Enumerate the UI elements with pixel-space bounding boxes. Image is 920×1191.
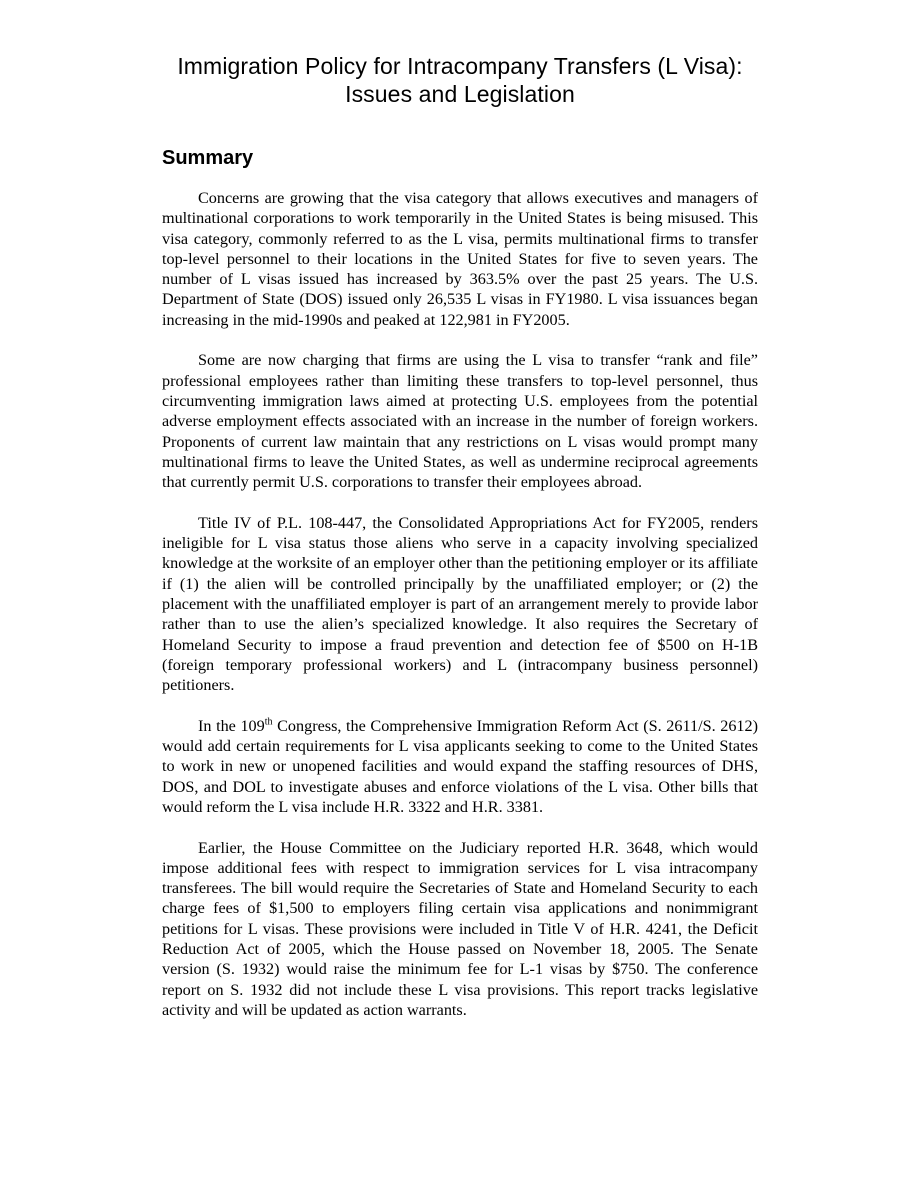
title-line-2: Issues and Legislation <box>345 81 575 107</box>
paragraph-4-rest: Congress, the Comprehensive Immigration Reform Act (S. 2611/S. 2612) would add certain requirements for L visa applicants seeking to come to the United States to work in new or unopened facilities and would expand the staffing resources of DHS, DOS, and DOL to investigate abuses and enforce violations of the L visa. Other bills that would reform the L visa include H.R. 3322 and H.R. 3381. <box>162 716 758 816</box>
document-page <box>162 52 758 1020</box>
title-line-1: Immigration Policy for Intracompany Transfers (L Visa): <box>177 53 743 79</box>
summary-paragraph-3: Title IV of P.L. 108-447, the Consolidated Appropriations Act for FY2005, renders ineligible for L visa status those aliens who serve in a capacity involving specialized knowledge at the worksite of an employer other than the petitioning employer or its affiliate if (1) the alien will be controlled principally by the unaffiliated employer; or (2) the placement with the unaffiliated employer is part of an arrangement merely to provide labor rather than to use the alien’s specialized knowledge. It also requires the Secretary of Homeland Security to impose a fraud prevention and detection fee of $500 on H-1B (foreign temporary professional workers) and L (intracompany business personnel) petitioners. <box>162 513 758 695</box>
summary-paragraph-2: Some are now charging that firms are using the L visa to transfer “rank and file” professional employees rather than limiting these transfers to top-level personnel, thus circumventing immigration laws aimed at protecting U.S. employees from the potential adverse employment effects associated with an increase in the number of foreign workers. Proponents of current law maintain that any restrictions on L visas would prompt many multinational firms to leave the United States, as well as undermine reciprocal agreements that currently permit U.S. corporations to transfer their employees abroad. <box>162 351 758 492</box>
document-title <box>162 52 758 108</box>
summary-heading: Summary <box>162 147 254 169</box>
summary-paragraph-4 <box>162 716 758 817</box>
summary-paragraph-1: Concerns are growing that the visa category that allows executives and managers of multinational corporations to work temporarily in the United States is being misused. This visa category, commonly referred to as the L visa, permits multinational firms to transfer top-level personnel to their locations in the United States for five to seven years. The number of L visas issued has increased by 363.5% over the past 25 years. The U.S. Department of State (DOS) issued only 26,535 L visas in FY1980. L visa issuances began increasing in the mid-1990s and peaked at 122,981 in FY2005. <box>162 189 758 329</box>
ordinal-superscript: th <box>264 716 273 728</box>
paragraph-4-start: In the 109 <box>198 716 265 735</box>
summary-paragraph-5: Earlier, the House Committee on the Judiciary reported H.R. 3648, which would impose additional fees with respect to immigration services for L visa intracompany transferees. The bill would require the Secretaries of State and Homeland Security to each charge fees of $1,500 to employers filing certain visa applications and nonimmigrant petitions for L visas. These provisions were included in Title V of H.R. 4241, the Deficit Reduction Act of 2005, which the House passed on November 18, 2005. The Senate version (S. 1932) would raise the minimum fee for L-1 visas by $750. The conference report on S. 1932 did not include these L visa provisions. This report tracks legislative activity and will be updated as action warrants. <box>162 838 758 1019</box>
